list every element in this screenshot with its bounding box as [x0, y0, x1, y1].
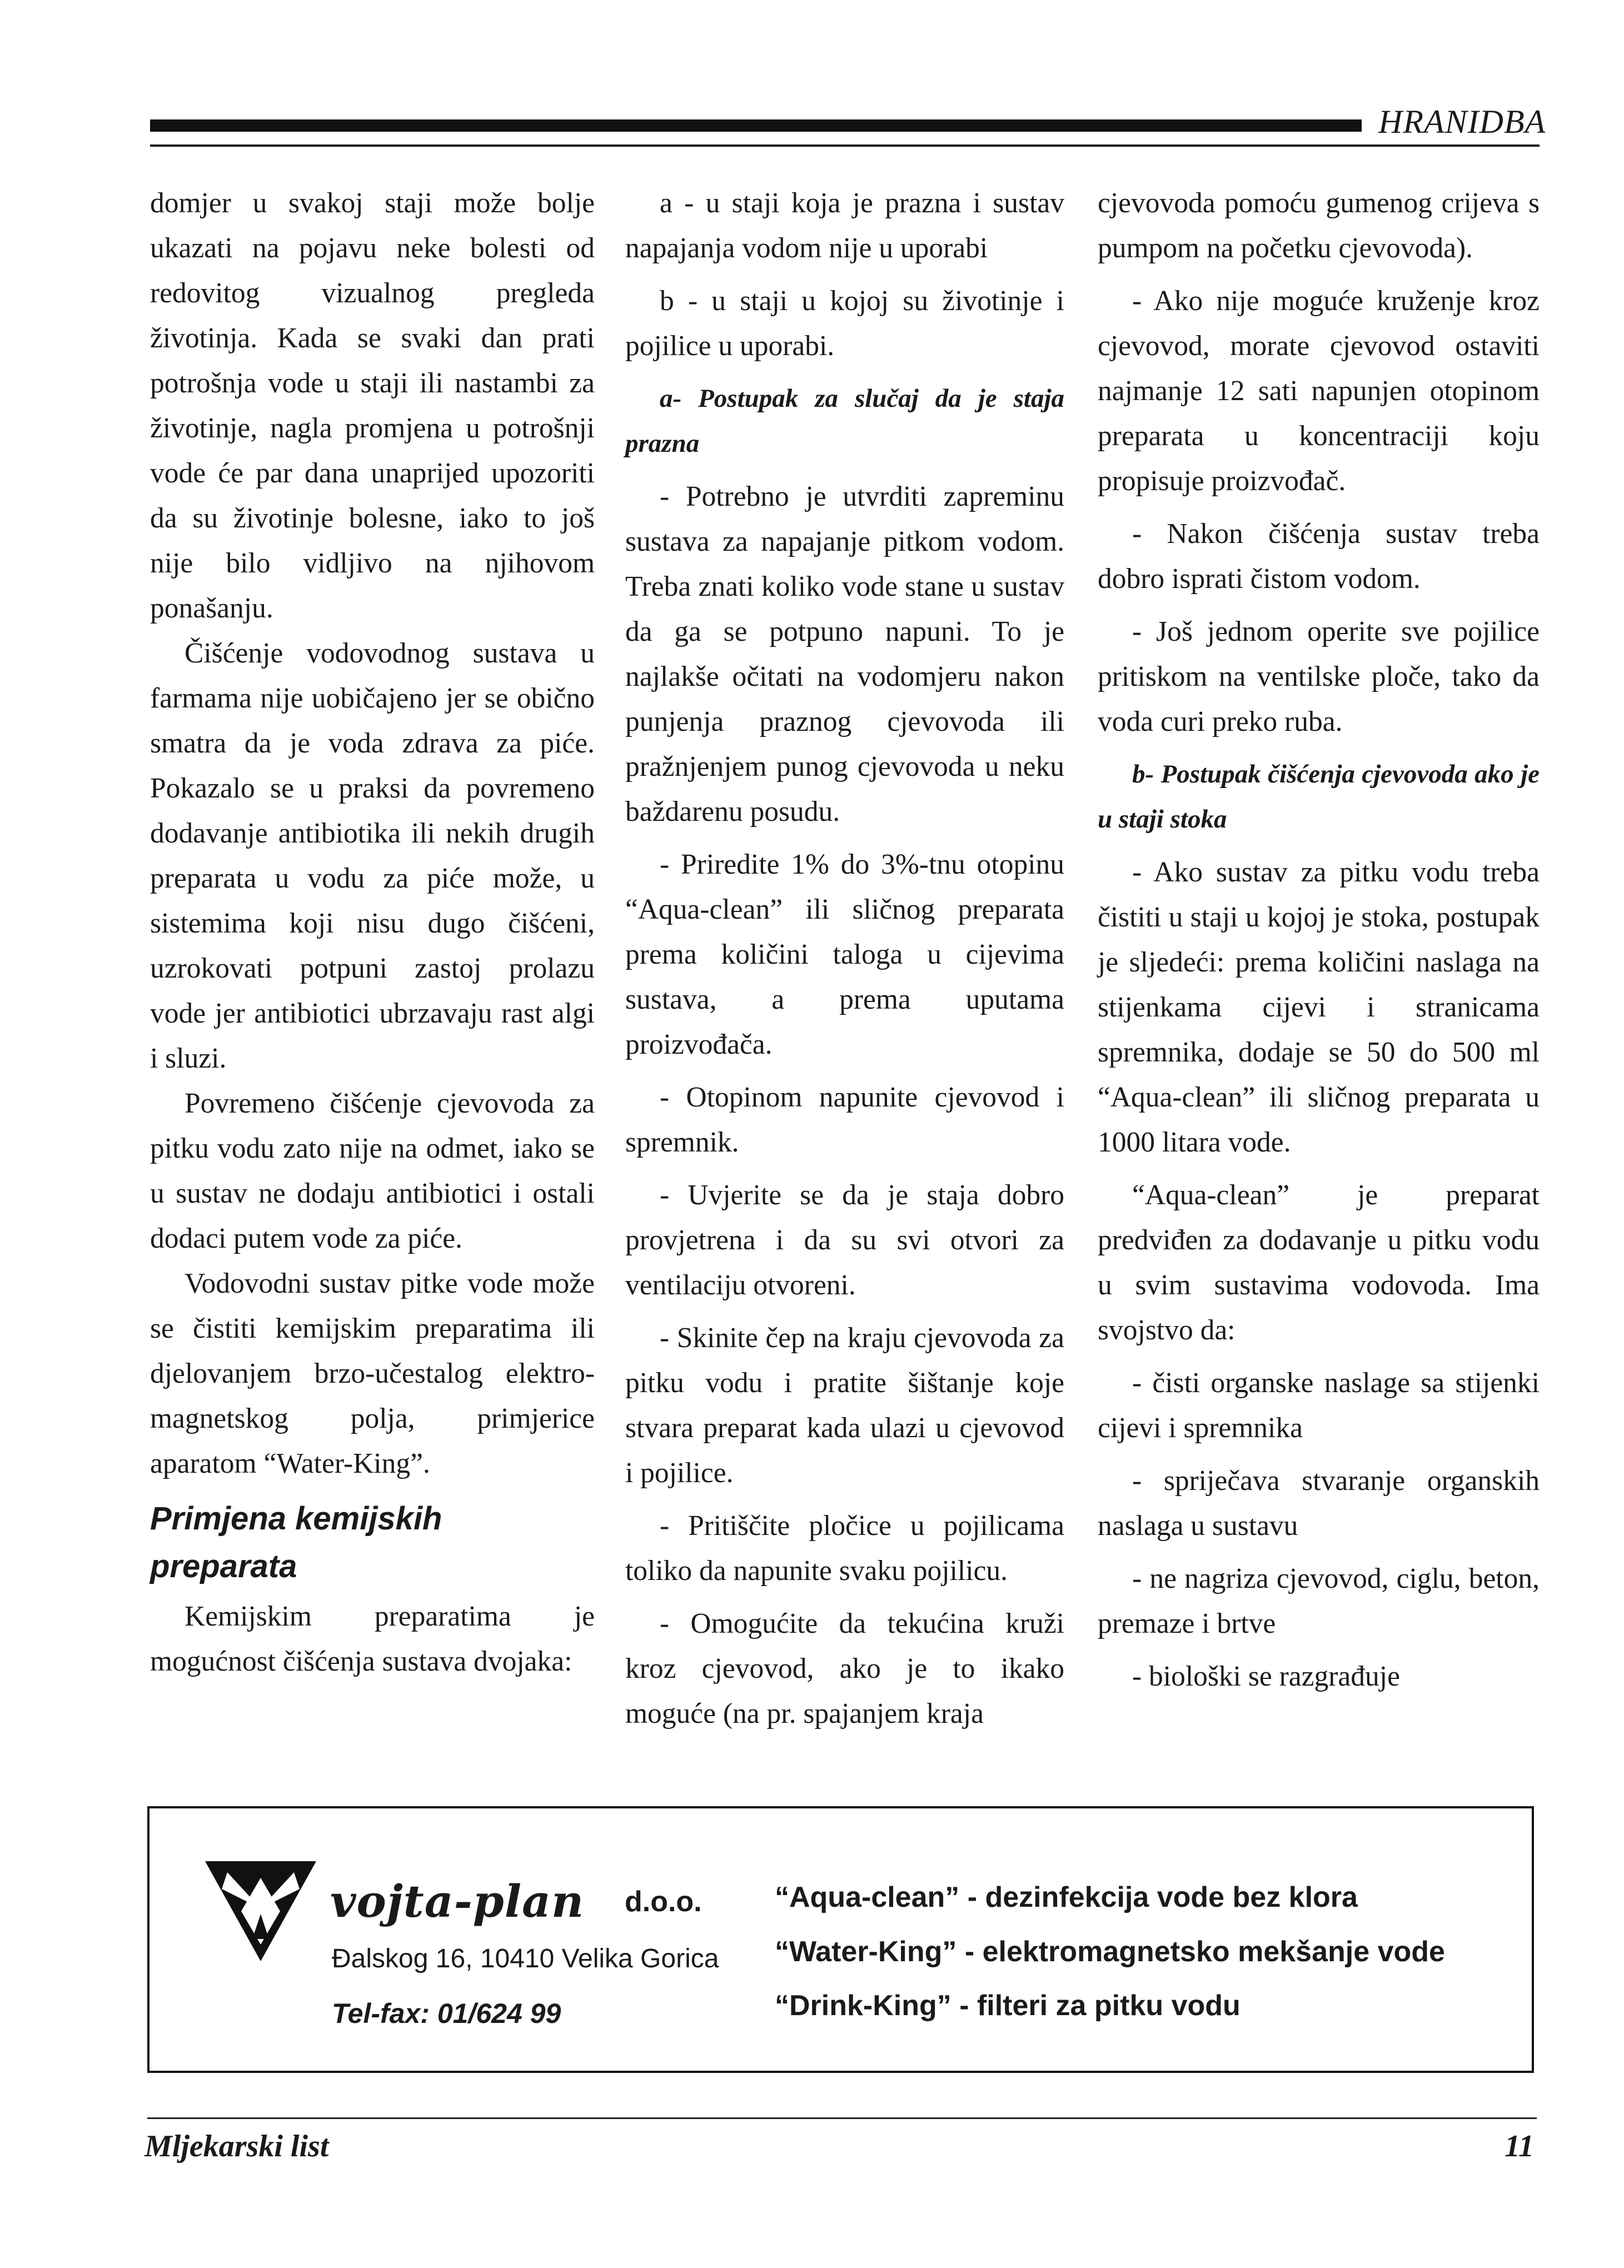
section-heading: Primjena kemijskih preparata: [150, 1501, 442, 1584]
company-brand: vojta-plan: [330, 1875, 585, 1927]
paragraph: - Pritiščite pločice u pojilicama toliko da napunite svaku pojilicu.: [625, 1510, 1064, 1587]
paragraph: - čisti organske naslage sa stijenki cijevi i spremnika: [1098, 1367, 1540, 1444]
paragraph: Povremeno čišćenje cjevovoda za pitku vodu zato nije na odmet, iako se u sustav ne dodaju antibiotici i ostali dodaci putem vode za piće.: [150, 1088, 595, 1254]
paragraph: - biološki se razgrađuje: [1132, 1661, 1400, 1692]
paragraph: - Priredite 1% do 3%-tnu otopinu “Aqua-clean” ili sličnog preparata prema količini taloga u cijevima sustava, a prema uputama proizvođača.: [625, 849, 1064, 1060]
column-2: [625, 181, 1064, 1736]
paragraph: - Ako nije moguće kruženje kroz cjevovod, morate cjevovod ostaviti najmanje 12 sati napunjen otopinom preparata u koncentraciji koju propisuje proizvođač.: [1098, 285, 1540, 497]
paragraph: Kemijskim preparatima je mogućnost čišćenja sustava dvojaka:: [150, 1601, 595, 1677]
paragraph: domjer u svakoj staji može bolje ukazati na pojavu neke bolesti od redovitog vizualnog pregleda životinja. Kada se svaki dan prati potrošnja vode u staji ili nastambi za životinje, nagla promjena u potrošnji vode će par dana unaprijed upozoriti da su životinje bolesne, iako to još nije bilo vidljivo na njihovom ponašanju.: [150, 187, 595, 624]
column-3: [1098, 181, 1540, 1699]
paragraph: - Nakon čišćenja sustav treba dobro isprati čistom vodom.: [1098, 518, 1540, 595]
paragraph: - Otopinom napunite cjevovod i spremnik.: [625, 1081, 1064, 1158]
paragraph: Vodovodni sustav pitke vode može se čistiti kemijskim preparatima ili djelovanjem brzo-učestalog elektro-magnetskog polja, primjerice aparatom “Water-King”.: [150, 1268, 595, 1479]
paragraph: “Aqua-clean” je preparat predviđen za dodavanje u pitku vodu u svim sustavima vodovoda. Ima svojstvo da:: [1098, 1179, 1540, 1346]
company-logo-icon: [205, 1856, 316, 1967]
paragraph: - Potrebno je utvrditi zapreminu sustava za napajanje pitkom vodom. Treba znati koliko vode stane u sustav da ga se potpuno napuni. To je najlakše očitati na vodomjeru nakon punjenja praznog cjevovoda ili pražnjenjem punog cjevovoda u neku baždarenu posudu.: [625, 481, 1064, 828]
paragraph: - ne nagriza cjevovod, ciglu, beton, premaze i brtve: [1098, 1563, 1540, 1639]
paragraph: - Još jednom operite sve pojilice pritiskom na ventilske ploče, tako da voda curi preko ruba.: [1098, 616, 1540, 737]
paragraph: - spriječava stvaranje organskih naslaga u sustavu: [1098, 1465, 1540, 1542]
advertisement-box: [147, 1806, 1534, 2073]
paragraph: cjevovoda pomoću gumenog crijeva s pumpom na početku cjevovoda).: [1098, 187, 1540, 264]
subheading: a- Postupak za slučaj da je staja prazna: [625, 384, 1064, 458]
footer-rule: [147, 2117, 1537, 2119]
header-rule-thick: [150, 119, 1362, 132]
column-1: [150, 181, 595, 1684]
paragraph: - Ako sustav za pitku vodu treba čistiti u staji u kojoj je stoka, postupak je sljedeći: prema količini naslaga na stijenkama cijevi i stranicama spremnika, dodaje se 50 do 500 ml “Aqua-clean” ili sličnog preparata u 1000 litara vode.: [1098, 856, 1540, 1158]
paragraph: - Omogućite da tekućina kruži kroz cjevovod, ako je to ikako moguće (na pr. spajanjem kraja: [625, 1608, 1064, 1729]
company-address: Đalskog 16, 10410 Velika Gorica: [332, 1944, 719, 1973]
paragraph: - Skinite čep na kraju cjevovoda za pitku vodu i pratite šištanje koje stvara preparat kada ulazi u cjevovod i pojilice.: [625, 1322, 1064, 1489]
company-telfax: Tel-fax: 01/624 99: [332, 1998, 561, 2029]
company-suffix: d.o.o.: [625, 1886, 702, 1918]
page-number: 11: [1505, 2129, 1534, 2164]
journal-name: Mljekarski list: [145, 2129, 329, 2164]
paragraph: - Uvjerite se da je staja dobro provjetrena i da su svi otvori za ventilaciju otvoreni.: [625, 1179, 1064, 1301]
header-rule-thin: [150, 144, 1540, 147]
product-line: “Drink-King” - filteri za pitku vodu: [775, 1990, 1241, 2022]
product-line: “Aqua-clean” - dezinfekcija vode bez klora: [775, 1881, 1358, 1913]
paragraph: Čišćenje vodovodnog sustava u farmama nije uobičajeno jer se obično smatra da je voda zdrava za piće. Pokazalo se u praksi da povremeno dodavanje antibiotika ili nekih drugih preparata u vodu za piće može, u sistemima koji nisu dugo čišćeni, uzrokovati potpuni zastoj prolazu vode jer antibiotici ubrzavaju rast algi i sluzi.: [150, 637, 595, 1074]
paragraph: a - u staji koja je prazna i sustav napajanja vodom nije u uporabi: [625, 187, 1064, 264]
product-line: “Water-King” - elektromagnetsko mekšanje vode: [775, 1936, 1445, 1968]
paragraph: b - u staji u kojoj su životinje i pojilice u uporabi.: [625, 285, 1064, 362]
subheading: b- Postupak čišćenja cjevovoda ako je u staji stoka: [1098, 760, 1540, 834]
section-title: HRANIDBA: [1378, 103, 1546, 140]
